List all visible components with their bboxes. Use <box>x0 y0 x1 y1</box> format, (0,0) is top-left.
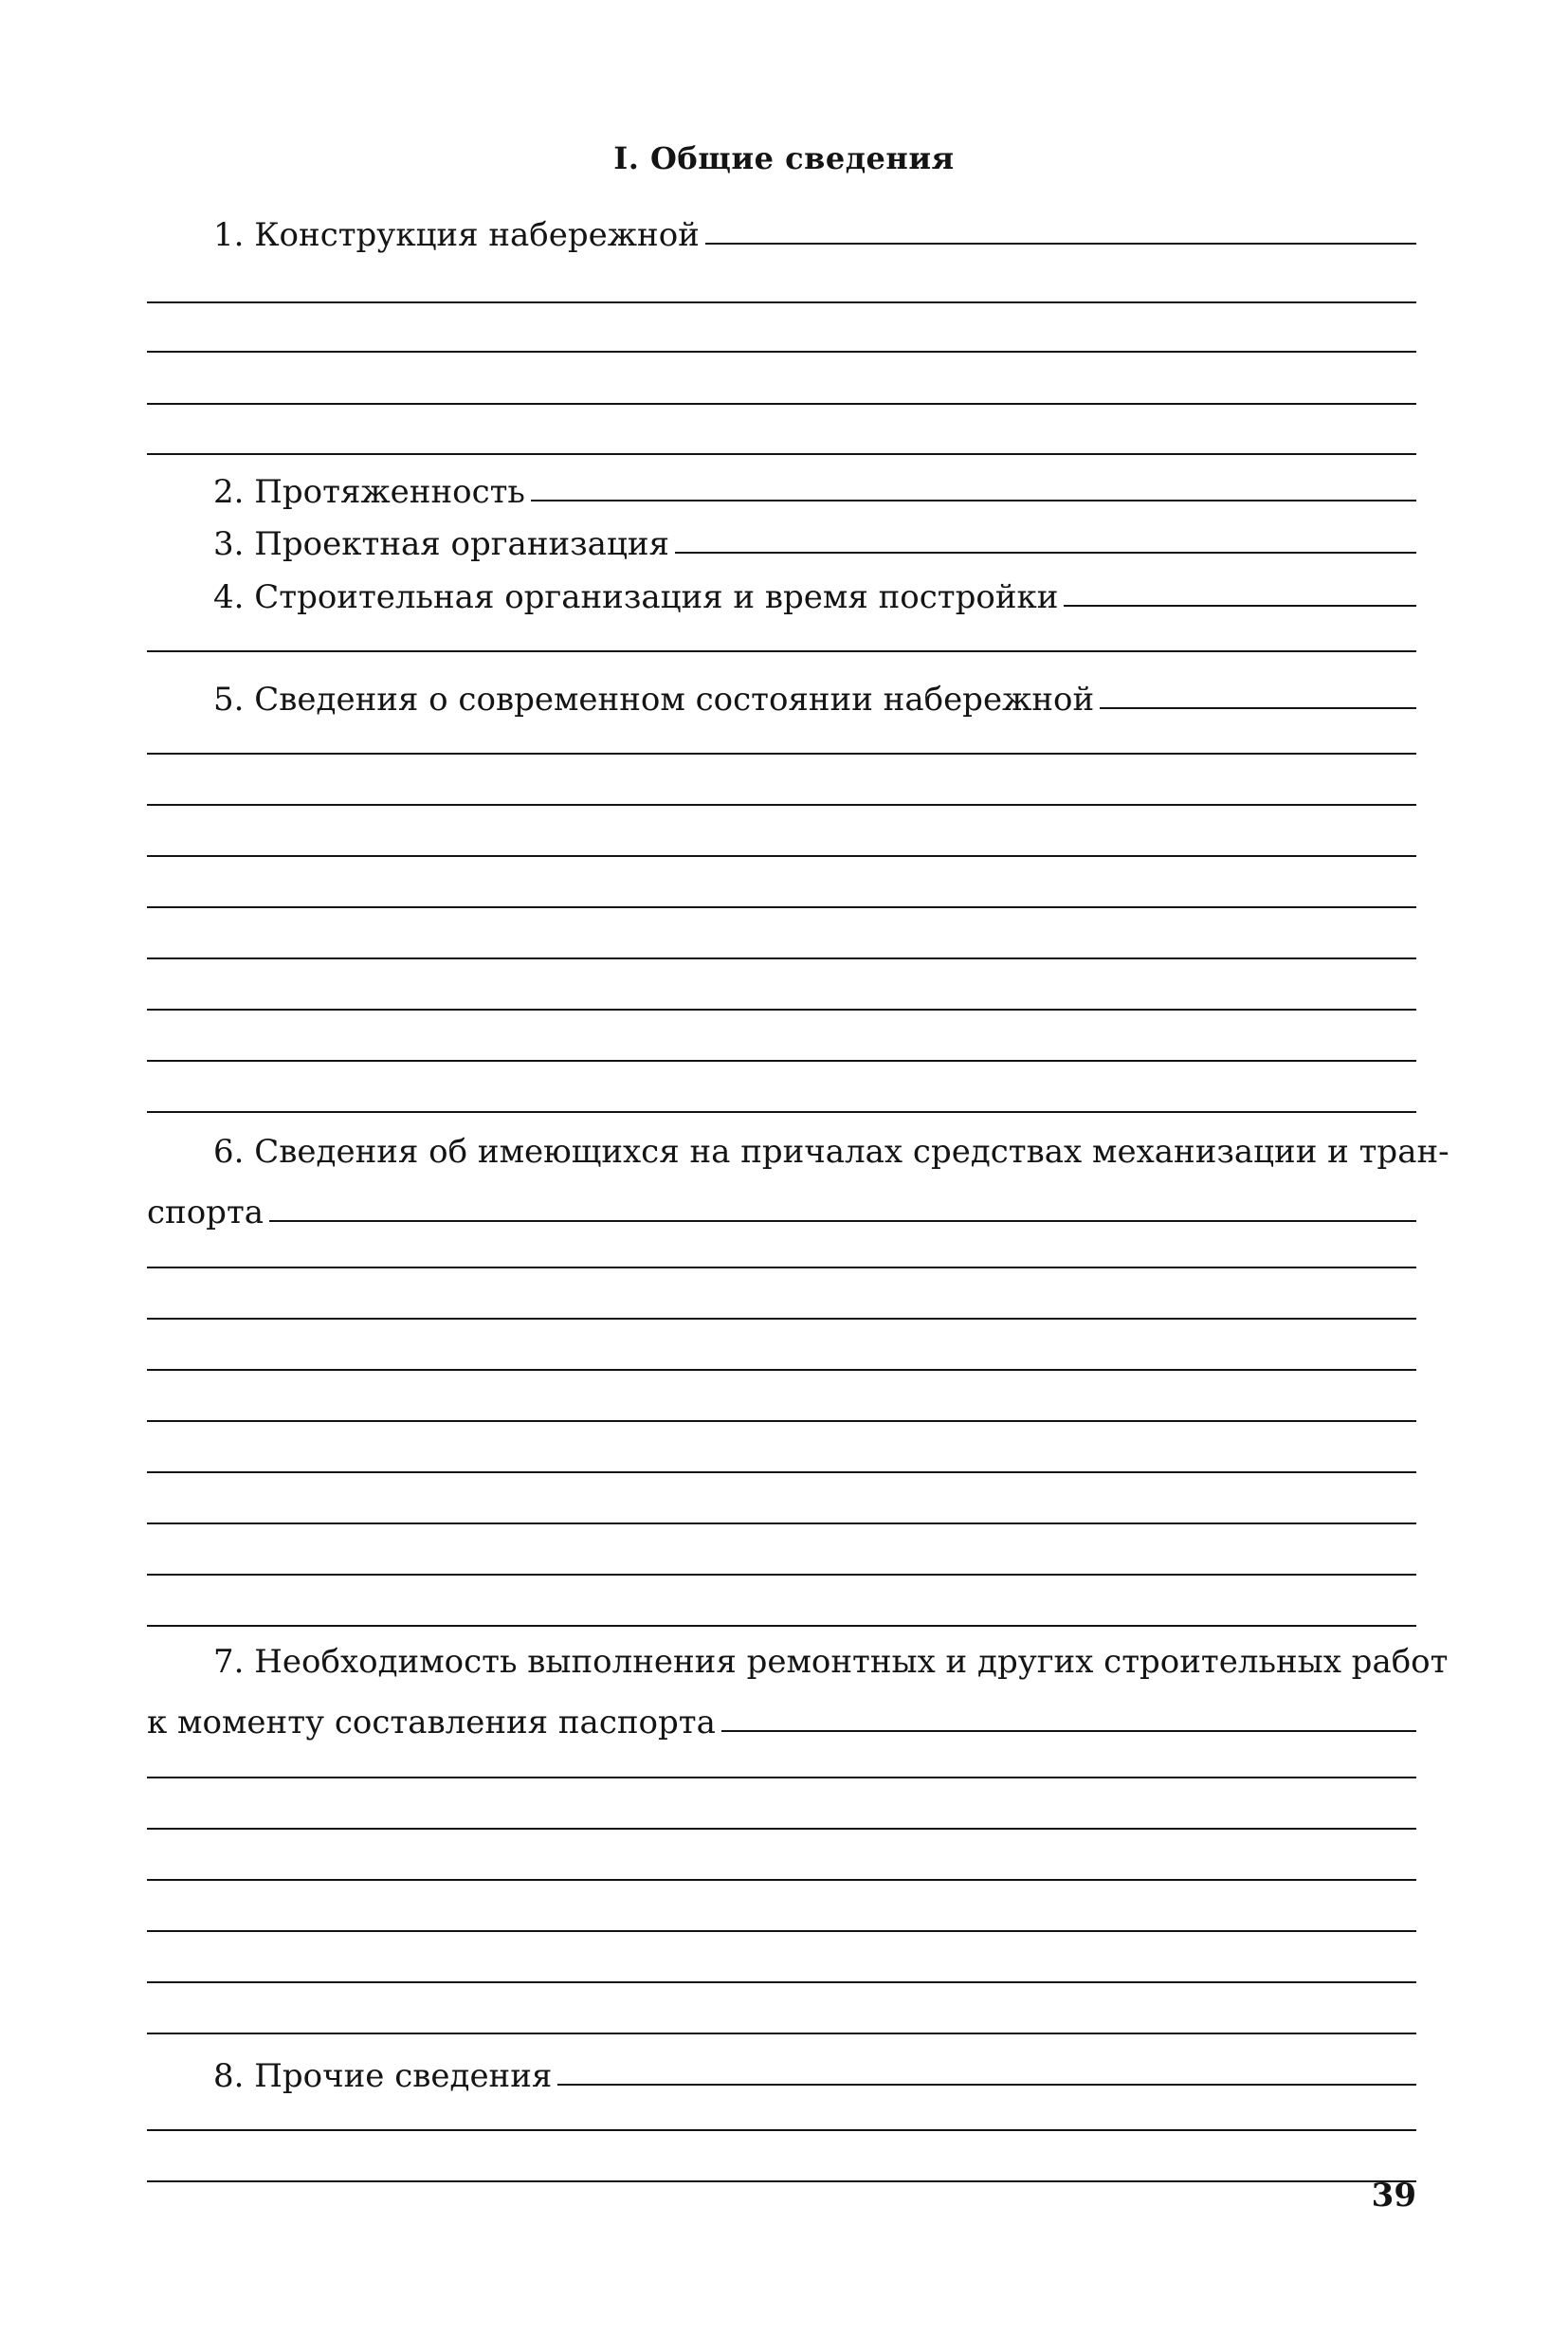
field-length[interactable] <box>213 473 1416 511</box>
label-other-info: 8. Прочие сведения <box>213 2057 553 2095</box>
field-other-info[interactable] <box>213 2057 1416 2095</box>
fill-line <box>531 500 1416 501</box>
field-design-org[interactable] <box>213 525 1416 563</box>
blank-line[interactable] <box>147 1522 1416 1524</box>
field-current-state[interactable] <box>213 681 1416 719</box>
fill-line <box>557 2084 1416 2086</box>
blank-line[interactable] <box>147 453 1416 455</box>
blank-line[interactable] <box>147 650 1416 652</box>
blank-line[interactable] <box>147 1369 1416 1371</box>
fill-line <box>1064 605 1416 607</box>
blank-line[interactable] <box>147 1777 1416 1778</box>
blank-line[interactable] <box>147 2129 1416 2131</box>
fill-line <box>705 243 1416 245</box>
blank-line[interactable] <box>147 351 1416 353</box>
blank-line[interactable] <box>147 753 1416 755</box>
blank-line[interactable] <box>147 1471 1416 1473</box>
label-mechanization-line1: 6. Сведения об имеющихся на причалах средствах механизации и тран- <box>213 1133 1449 1171</box>
blank-line[interactable] <box>147 1930 1416 1932</box>
field-construction-org[interactable] <box>213 578 1416 616</box>
field-mechanization[interactable] <box>147 1194 1416 1231</box>
blank-line[interactable] <box>147 1318 1416 1320</box>
label-construction: 1. Конструкция набережной <box>213 216 700 254</box>
blank-line[interactable] <box>147 2180 1416 2182</box>
label-construction-org: 4. Строительная организация и время постройки <box>213 578 1059 616</box>
blank-line[interactable] <box>147 1574 1416 1576</box>
section-title: I. Общие сведения <box>613 140 955 176</box>
field-repairs[interactable] <box>147 1704 1416 1741</box>
fill-line <box>721 1730 1416 1732</box>
fill-line <box>675 552 1416 554</box>
page-number: 39 <box>1371 2177 1416 2215</box>
label-length: 2. Протяженность <box>213 473 525 511</box>
field-construction[interactable] <box>213 216 1416 254</box>
blank-line[interactable] <box>147 1828 1416 1830</box>
label-mechanization-line2: спорта <box>147 1194 264 1231</box>
blank-line[interactable] <box>147 2033 1416 2034</box>
blank-line[interactable] <box>147 1981 1416 1983</box>
blank-line[interactable] <box>147 855 1416 857</box>
blank-line[interactable] <box>147 1879 1416 1881</box>
blank-line[interactable] <box>147 906 1416 908</box>
blank-line[interactable] <box>147 1267 1416 1268</box>
label-design-org: 3. Проектная организация <box>213 525 669 563</box>
blank-line[interactable] <box>147 1060 1416 1062</box>
label-current-state: 5. Сведения о современном состоянии набережной <box>213 681 1095 719</box>
blank-line[interactable] <box>147 1625 1416 1627</box>
blank-line[interactable] <box>147 1420 1416 1422</box>
blank-line[interactable] <box>147 1009 1416 1011</box>
blank-line[interactable] <box>147 403 1416 405</box>
blank-line[interactable] <box>147 1111 1416 1113</box>
blank-line[interactable] <box>147 804 1416 806</box>
fill-line <box>269 1220 1416 1222</box>
blank-line[interactable] <box>147 301 1416 303</box>
label-repairs-line1: 7. Необходимость выполнения ремонтных и других строительных работ <box>213 1643 1449 1681</box>
blank-line[interactable] <box>147 957 1416 959</box>
fill-line <box>1100 707 1416 709</box>
label-repairs-line2: к моменту составления паспорта <box>147 1704 716 1741</box>
